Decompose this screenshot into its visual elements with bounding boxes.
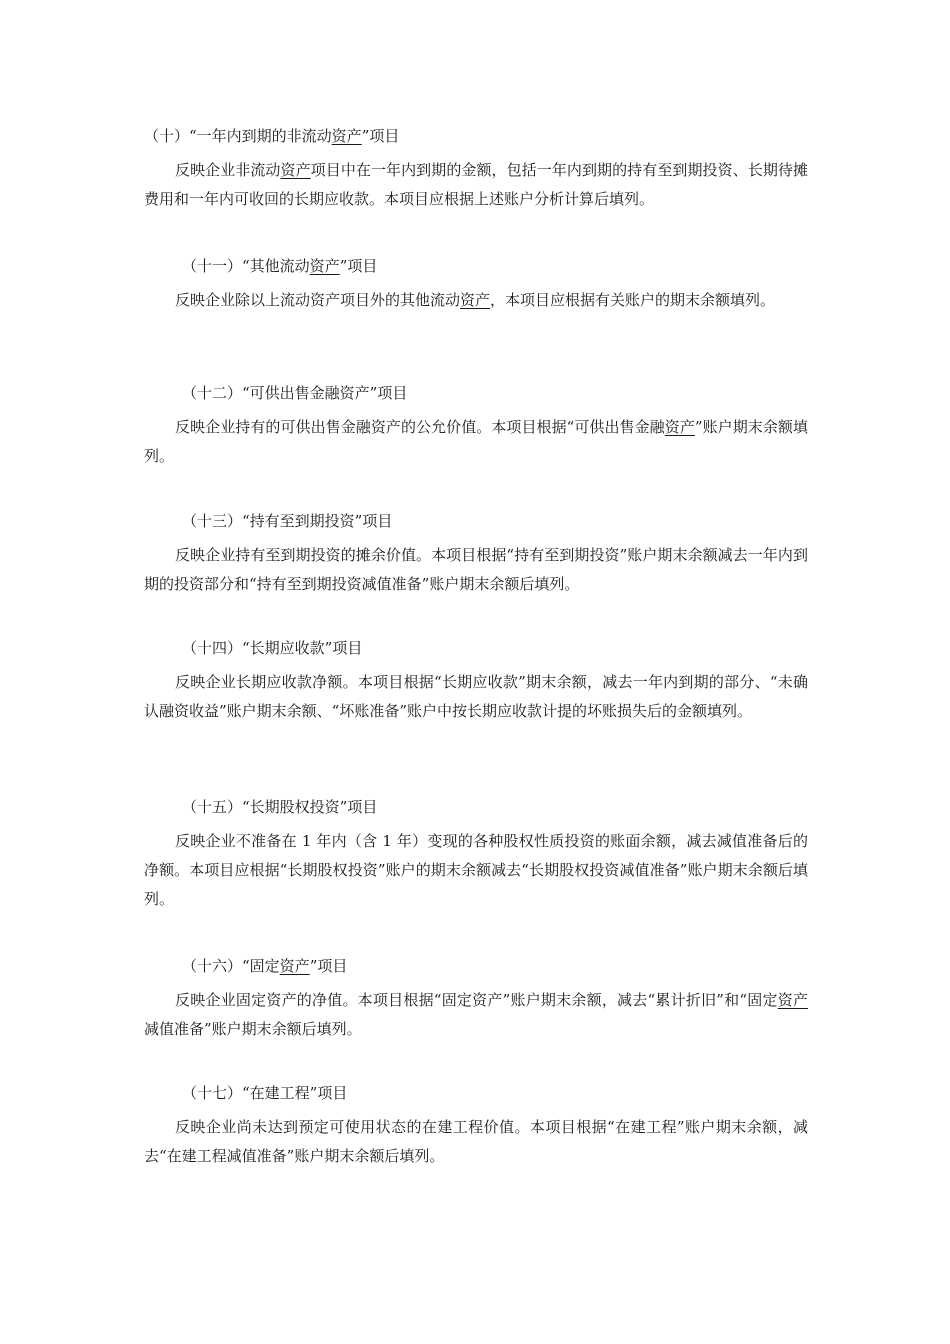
section-heading: （十七）“在建工程”项目 <box>182 1084 348 1102</box>
section-14 <box>144 638 808 726</box>
section-15 <box>144 797 808 914</box>
section-body: 反映企业非流动资产项目中在一年内到期的金额，包括一年内到期的持有至到期投资、长期待摊费用和一年内可收回的长期应收款。本项目应根据上述账户分析计算后填列。 <box>144 161 808 208</box>
section-body: 反映企业持有至到期投资的摊余价值。本项目根据“持有至到期投资”账户期末余额减去一年内到期的投资部分和“持有至到期投资减值准备”账户期末余额后填列。 <box>144 546 808 593</box>
section-heading: （十四）“长期应收款”项目 <box>182 639 363 657</box>
section-body: 反映企业固定资产的净值。本项目根据“固定资产”账户期末余额，减去“累计折旧”和“固定资产减值准备”账户期末余额后填列。 <box>144 991 808 1038</box>
section-heading: （十）“一年内到期的非流动资产”项目 <box>144 127 400 145</box>
section-13 <box>144 511 808 599</box>
section-11 <box>144 256 808 315</box>
section-body: 反映企业持有的可供出售金融资产的公允价值。本项目根据“可供出售金融资产”账户期末余额填列。 <box>144 418 809 465</box>
section-body: 反映企业尚未达到预定可使用状态的在建工程价值。本项目根据“在建工程”账户期末余额，减去“在建工程减值准备”账户期末余额后填列。 <box>144 1118 808 1165</box>
section-heading: （十五）“长期股权投资”项目 <box>182 798 378 816</box>
section-heading: （十三）“持有至到期投资”项目 <box>182 512 393 530</box>
section-16 <box>144 956 808 1044</box>
section-heading: （十六）“固定资产”项目 <box>182 957 348 975</box>
section-heading: （十一）“其他流动资产”项目 <box>182 257 378 275</box>
section-17 <box>144 1083 808 1171</box>
section-heading: （十二）“可供出售金融资产”项目 <box>182 384 408 402</box>
section-12 <box>144 383 808 471</box>
section-10 <box>144 126 808 214</box>
section-body: 反映企业不准备在 1 年内（含 1 年）变现的各种股权性质投资的账面余额，减去减值准备后的净额。本项目应根据“长期股权投资”账户的期末余额减去“长期股权投资减值准备”账户期末余额后填列。 <box>144 832 808 908</box>
section-body: 反映企业长期应收款净额。本项目根据“长期应收款”期末余额，减去一年内到期的部分、“未确认融资收益”账户期末余额、“坏账准备”账户中按长期应收款计提的坏账损失后的金额填列。 <box>144 673 808 720</box>
section-body: 反映企业除以上流动资产项目外的其他流动资产，本项目应根据有关账户的期末余额填列。 <box>175 291 776 309</box>
